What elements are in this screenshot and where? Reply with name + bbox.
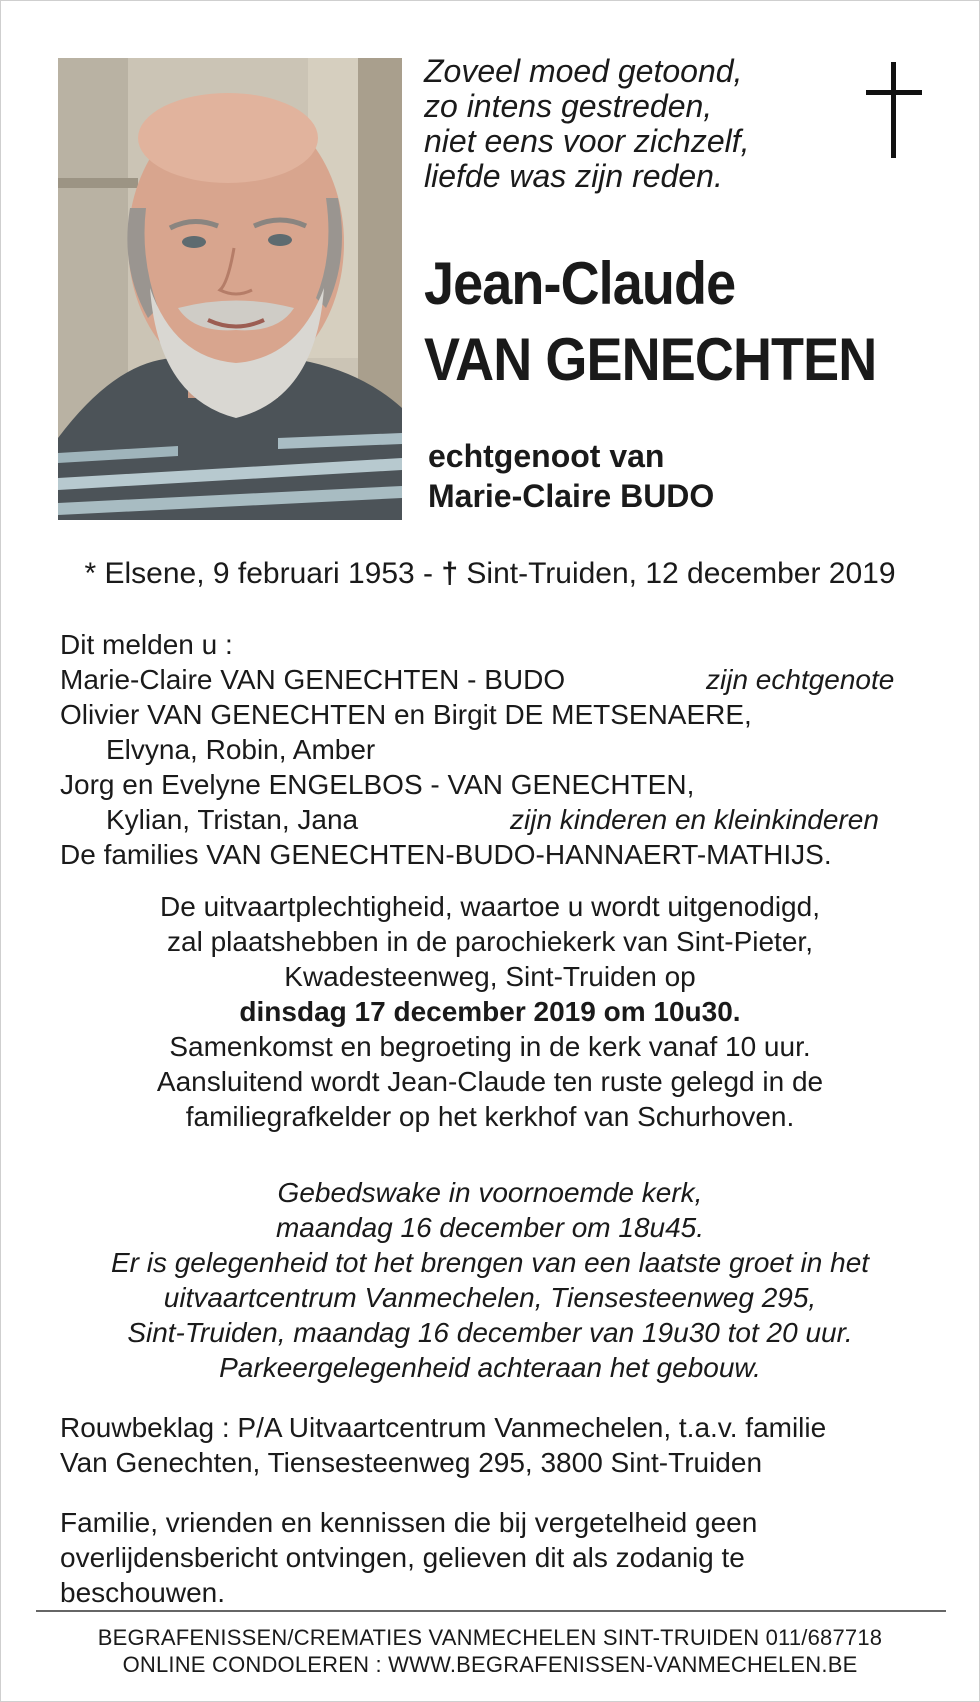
notice xyxy=(60,1505,757,1610)
death-symbol-icon: † xyxy=(441,557,459,590)
footer-website: ONLINE CONDOLEREN : WWW.BEGRAFENISSEN-VANMECHELEN.BE xyxy=(122,1652,858,1677)
ceremony-line: zal plaatshebben in de parochiekerk van Sint-Pieter, xyxy=(167,926,813,957)
announcer-name: Marie-Claire VAN GENECHTEN - BUDO xyxy=(60,664,566,695)
spouse-name: Marie-Claire BUDO xyxy=(428,478,715,514)
death-date: Sint-Truiden, 12 december 2019 xyxy=(466,557,896,590)
announcer-intro: Dit melden u : xyxy=(60,629,233,660)
notice-line: beschouwen. xyxy=(60,1577,226,1608)
wake-line: Gebedswake in voornoemde kerk, xyxy=(277,1177,703,1208)
ceremony-line: Samenkomst en begroeting in de kerk vanaf 10 uur. xyxy=(169,1031,811,1062)
latin-cross-icon xyxy=(866,62,922,158)
announcer-role: zijn echtgenote xyxy=(706,664,895,695)
announcer-line xyxy=(60,662,920,697)
relation-label: echtgenoot van xyxy=(428,438,665,474)
announcer-line: Jorg en Evelyne ENGELBOS - VAN GENECHTEN, xyxy=(60,769,695,800)
birth-date: * Elsene, 9 februari 1953 - xyxy=(84,557,434,590)
announcer-role: zijn kinderen en kleinkinderen xyxy=(510,804,879,835)
deceased-name xyxy=(424,246,876,398)
birth-death-dates xyxy=(0,556,980,592)
ceremony-line: Aansluitend wordt Jean-Claude ten ruste gelegd in de xyxy=(156,1066,824,1097)
ceremony-line: De uitvaartplechtigheid, waartoe u wordt uitgenodigd, xyxy=(160,891,820,922)
ceremony-line: Kwadesteenweg, Sint-Truiden op xyxy=(284,961,696,992)
footer-company: BEGRAFENISSEN/CREMATIES VANMECHELEN SINT-TRUIDEN 011/687718 xyxy=(97,1625,883,1650)
poem-line: liefde was zijn reden. xyxy=(424,158,723,194)
notice-line: overlijdensbericht ontvingen, gelieven dit als zodanig te xyxy=(60,1542,745,1573)
wake-line: Er is gelegenheid tot het brengen van een laatste groet in het xyxy=(110,1247,870,1278)
wake-line: Sint-Truiden, maandag 16 december van 19u30 tot 20 uur. xyxy=(127,1317,853,1348)
first-name: Jean-Claude xyxy=(424,250,736,317)
poem-line: Zoveel moed getoond, xyxy=(424,53,743,89)
ceremony-info xyxy=(0,889,980,1134)
wake-line: Parkeergelegenheid achteraan het gebouw. xyxy=(219,1352,761,1383)
portrait-photo xyxy=(58,58,402,520)
wake-line: uitvaartcentrum Vanmechelen, Tiensesteenweg 295, xyxy=(163,1282,817,1313)
ceremony-date: dinsdag 17 december 2019 om 10u30. xyxy=(239,996,741,1027)
footer xyxy=(0,1624,980,1678)
announcers xyxy=(60,627,920,872)
condolences-line: Rouwbeklag : P/A Uitvaartcentrum Vanmechelen, t.a.v. familie xyxy=(60,1412,827,1443)
announcer-line xyxy=(60,802,920,837)
poem-line: zo intens gestreden, xyxy=(424,88,713,124)
spouse-block xyxy=(428,436,714,516)
last-name: VAN GENECHTEN xyxy=(424,326,877,393)
wake-info xyxy=(0,1175,980,1385)
condolences-line: Van Genechten, Tiensesteenweg 295, 3800 Sint-Truiden xyxy=(60,1447,763,1478)
announcer-name: Kylian, Tristan, Jana xyxy=(106,804,359,835)
divider xyxy=(36,1610,946,1612)
notice-line: Familie, vrienden en kennissen die bij vergetelheid geen xyxy=(60,1507,758,1538)
announcer-line: Elvyna, Robin, Amber xyxy=(106,734,376,765)
poem-line: niet eens voor zichzelf, xyxy=(424,123,750,159)
condolences-address xyxy=(60,1410,826,1480)
announcer-line: De families VAN GENECHTEN-BUDO-HANNAERT-MATHIJS. xyxy=(60,839,832,870)
wake-line: maandag 16 december om 18u45. xyxy=(275,1212,705,1243)
poem xyxy=(424,54,750,194)
ceremony-line: familiegrafkelder op het kerkhof van Schurhoven. xyxy=(185,1101,795,1132)
announcer-line: Olivier VAN GENECHTEN en Birgit DE METSENAERE, xyxy=(60,699,752,730)
